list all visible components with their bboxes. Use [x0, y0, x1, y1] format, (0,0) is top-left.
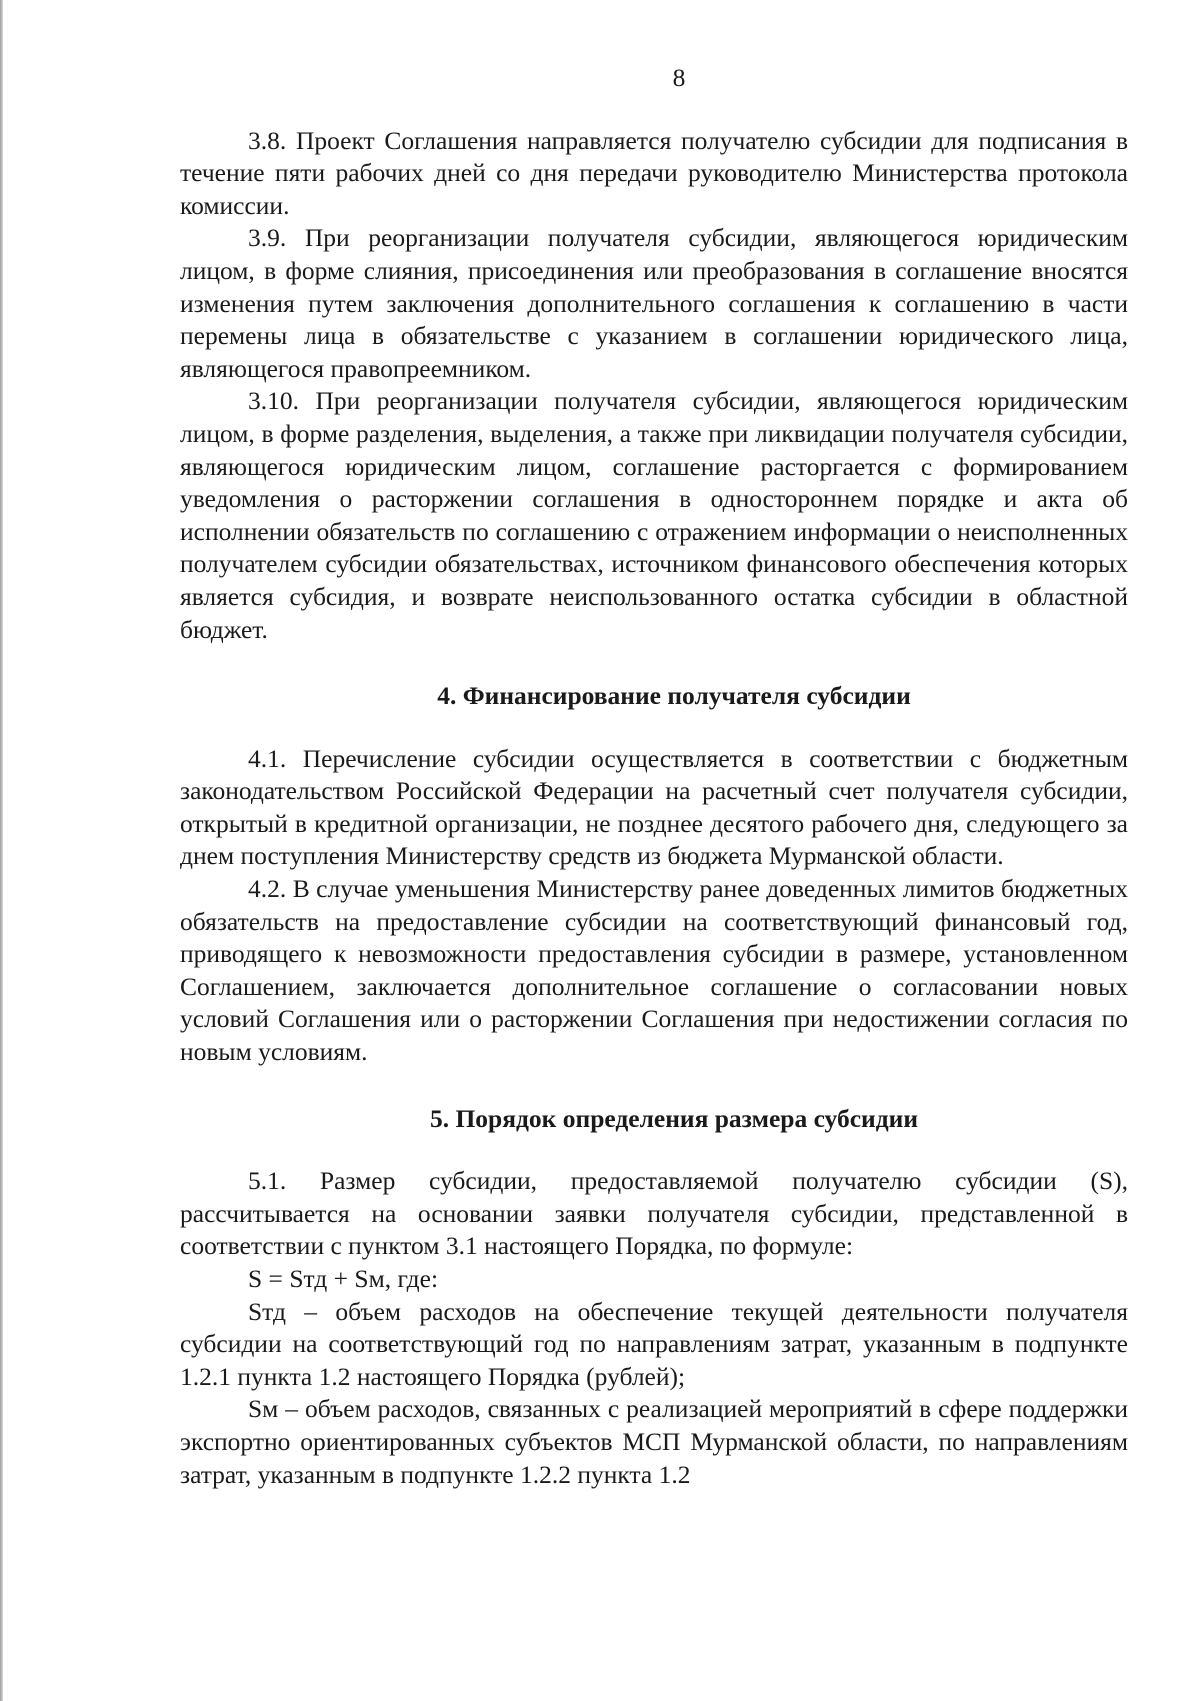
section-heading-4: 4. Финансирование получателя субсидии [437, 681, 911, 711]
paragraph-4-1: 4.1. Перечисление субсидии осуществляется в соответствии с бюджетным законодательством Российской Федерации на расчетный счет получателя субсидии, открытый в кредитной организации, не позднее десятого рабочего дня, следующего за днем поступления Министерству средств из бюджета Мурманской области. [180, 743, 1128, 871]
paragraph-3-9: 3.9. При реорганизации получателя субсидии, являющегося юридическим лицом, в форме слияния, присоединения или преобразования в соглашение вносятся изменения путем заключения дополнительного соглашения к соглашению в части перемены лица в обязательстве с указанием в соглашении юридического лица, являющегося правопреемником. [180, 223, 1128, 383]
paragraph-4-2: 4.2. В случае уменьшения Министерству ранее доведенных лимитов бюджетных обязательств на предоставление субсидии на соответствующий финансовый год, приводящего к невозможности предоставления субсидии в размере, установленном Соглашением, заключается дополнительное соглашение о согласовании новых условий Соглашения или о расторжении Соглашения при недостижении согласия по новым условиям. [180, 874, 1128, 1067]
page-number: 8 [672, 63, 686, 92]
definition-sm: Sм – объем расходов, связанных с реализацией мероприятий в сфере поддержки экспортно ориентированных субъектов МСП Мурманской области, по направлениям затрат, указанным в подпункте 1.2.2 пункта 1.2 [180, 1394, 1128, 1489]
document-page [180, 62, 1128, 1491]
paragraph-5-1: 5.1. Размер субсидии, предоставляемой получателю субсидии (S), рассчитывается на основании заявки получателя субсидии, представленной в соответствии с пунктом 3.1 настоящего Порядка, по формуле: [180, 1166, 1128, 1261]
scan-edge [0, 0, 3, 1701]
paragraph-3-10: 3.10. При реорганизации получателя субсидии, являющегося юридическим лицом, в форме разделения, выделения, а также при ликвидации получателя субсидии, являющегося юридическим лицом, соглашение расторгается с формированием уведомления о расторжении соглашения в одностороннем порядке и акта об исполнении обязательств по соглашению с отражением информации о неисполненных получателем субсидии обязательствах, источником финансового обеспечения которых является субсидия, и возврате неиспользованного остатка субсидии в областной бюджет. [180, 386, 1128, 644]
paragraph-3-8: 3.8. Проект Соглашения направляется получателю субсидии для подписания в течение пяти рабочих дней со дня передачи руководителю Министерства протокола комиссии. [180, 125, 1128, 220]
formula: S = Sтд + Sм, где: [248, 1264, 439, 1293]
definition-std: Sтд – объем расходов на обеспечение текущей деятельности получателя субсидии на соответствующий год по направлениям затрат, указанным в подпункте 1.2.1 пункта 1.2 настоящего Порядка (рублей); [180, 1296, 1128, 1391]
section-heading-5: 5. Порядок определения размера субсидии [429, 1103, 919, 1133]
